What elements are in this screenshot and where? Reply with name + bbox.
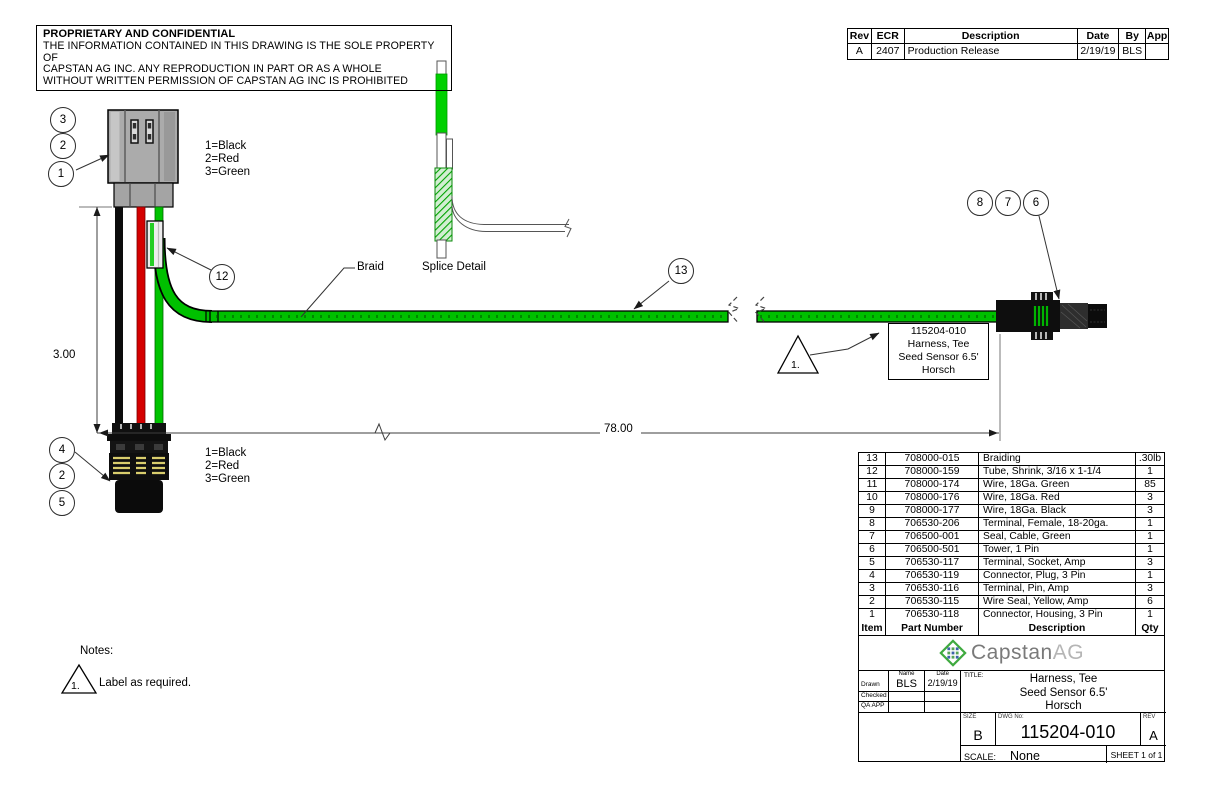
- drawn-label: Drawn: [859, 671, 889, 691]
- bom-cell: 1: [1147, 518, 1153, 529]
- bom-cell: 7: [859, 531, 886, 543]
- bom-cell: 706530-118: [886, 609, 979, 622]
- bom-row: [859, 492, 1164, 505]
- dimension-3in-text: 3.00: [53, 349, 76, 361]
- balloon-13: 13: [668, 258, 694, 284]
- dimension-78in-text: 78.00: [604, 423, 633, 435]
- part-number: 115204-010: [910, 325, 967, 337]
- balloon-1: 1: [48, 161, 74, 187]
- proprietary-notice: [36, 25, 452, 91]
- legend-line: 2=Red: [205, 460, 240, 472]
- checked-label: Checked: [859, 692, 889, 701]
- bom-cell: Wire Seal, Yellow, Amp: [979, 596, 1136, 608]
- revision-header-row: [848, 29, 1168, 44]
- bom-header: Item: [859, 622, 886, 636]
- wire-black: [115, 207, 123, 424]
- name-label: Name: [898, 671, 915, 677]
- bom-cell: 706530-115: [886, 596, 979, 608]
- title-label: TITLE:: [964, 672, 984, 679]
- shrink-tube: [147, 221, 163, 268]
- wire-break-symbol: [565, 219, 571, 237]
- rev-header: Date: [1078, 29, 1120, 43]
- bom-cell: Terminal, Pin, Amp: [979, 583, 1136, 595]
- revision-data-row: [848, 44, 1168, 59]
- date-label: Date: [936, 671, 949, 677]
- rev-header: By: [1119, 29, 1146, 43]
- balloon-4: 4: [49, 437, 75, 463]
- bom-cell: 1: [1147, 544, 1153, 555]
- bom-rows: [859, 453, 1164, 622]
- notes-heading: Notes:: [80, 645, 114, 657]
- drawing-title-line: Horsch: [1045, 700, 1082, 712]
- bom-cell: 1: [1147, 466, 1153, 477]
- rev-label: REV: [1143, 714, 1156, 720]
- brand-primary: Capstan: [970, 641, 1053, 664]
- rev-cell: Production Release: [905, 44, 1078, 59]
- bom-cell: Tube, Shrink, 3/16 x 1-1/4: [979, 466, 1136, 478]
- bom-row: [859, 453, 1164, 466]
- balloon-2: 2: [50, 133, 76, 159]
- legend-line: 3=Green: [205, 166, 251, 178]
- bom-cell: 706530-117: [886, 557, 979, 569]
- connector-housing-3pin: [108, 110, 178, 207]
- flag-number: 1.: [71, 680, 80, 692]
- proprietary-title: PROPRIETARY AND CONFIDENTIAL: [43, 28, 236, 40]
- bom-cell: 2: [859, 596, 886, 608]
- rev-cell: [1146, 44, 1168, 59]
- bom-cell: 708000-177: [886, 505, 979, 517]
- bom-cell: 5: [859, 557, 886, 569]
- part-variant: Horsch: [921, 364, 956, 376]
- bom-cell: Wire, 18Ga. Red: [979, 492, 1136, 504]
- part-desc: Seed Sensor 6.5': [898, 351, 979, 363]
- title-block: [858, 635, 1165, 762]
- bom-cell: 1: [1147, 531, 1153, 542]
- scale-sheet-row: [961, 746, 1166, 763]
- balloon-6: 6: [1023, 190, 1049, 216]
- approval-table: [859, 671, 961, 761]
- bom-cell: 1: [859, 609, 886, 622]
- capstan-diamond-icon: [939, 639, 967, 667]
- qa-label: QA APP: [859, 702, 889, 712]
- bom-cell: 708000-015: [886, 453, 979, 465]
- brand-wordmark: [971, 641, 1084, 665]
- rev-header: ECR: [872, 29, 905, 43]
- rev-cell: 2407: [872, 44, 905, 59]
- size-dwg-rev-row: [961, 713, 1166, 746]
- bom-cell: 6: [1147, 596, 1153, 607]
- capstan-logo: [859, 636, 1164, 671]
- wire-legend-top: [205, 140, 250, 179]
- rev-cell: BLS: [1119, 44, 1146, 59]
- bom-cell: .30lb: [1138, 453, 1162, 464]
- legend-line: 1=Black: [205, 140, 247, 152]
- bom-cell: Wire, 18Ga. Green: [979, 479, 1136, 491]
- balloon-8: 8: [967, 190, 993, 216]
- bom-header: Qty: [1141, 623, 1159, 634]
- drawn-row: [859, 671, 960, 692]
- bom-cell: Connector, Housing, 3 Pin: [979, 609, 1136, 622]
- brand-secondary: AG: [1052, 641, 1085, 664]
- title-box: [961, 671, 1166, 713]
- bom-cell: 706530-119: [886, 570, 979, 582]
- rev-cell: A: [848, 44, 872, 59]
- bom-row: [859, 505, 1164, 518]
- checked-row: [859, 692, 960, 702]
- rev-header: Description: [905, 29, 1078, 43]
- bom-row: [859, 466, 1164, 479]
- bom-cell: Wire, 18Ga. Black: [979, 505, 1136, 517]
- bom-row: [859, 596, 1164, 609]
- bom-row: [859, 583, 1164, 596]
- bom-header-row: [859, 622, 1164, 636]
- connector-plug-3pin: [107, 423, 171, 513]
- bom-cell: 3: [859, 583, 886, 595]
- bom-row: [859, 544, 1164, 557]
- bom-cell: 708000-174: [886, 479, 979, 491]
- qa-row: [859, 702, 960, 713]
- bom-cell: 9: [859, 505, 886, 517]
- bom-row: [859, 518, 1164, 531]
- part-name: Harness, Tee: [907, 338, 970, 350]
- proprietary-line: WITHOUT WRITTEN PERMISSION OF CAPSTAN AG INC IS PROHIBITED: [43, 75, 409, 88]
- bom-row: [859, 570, 1164, 583]
- wire-legend-bottom: [205, 447, 250, 486]
- bom-cell: 706500-001: [886, 531, 979, 543]
- bom-cell: Tower, 1 Pin: [979, 544, 1136, 556]
- legend-line: 3=Green: [205, 473, 251, 485]
- drawing-title-line: Seed Sensor 6.5': [1019, 686, 1108, 699]
- bom-cell: 11: [859, 479, 886, 491]
- bom-cell: 3: [1147, 583, 1153, 594]
- braid-cable: [159, 238, 1000, 322]
- balloon-7: 7: [995, 190, 1021, 216]
- note-1-text: Label as required.: [99, 677, 192, 689]
- dimension-78in: [97, 334, 1000, 441]
- bom-cell: Seal, Cable, Green: [979, 531, 1136, 543]
- size-value: B: [973, 727, 983, 743]
- balloon-5: 5: [49, 490, 75, 516]
- bom-cell: 12: [859, 466, 886, 478]
- wire-red: [137, 207, 145, 424]
- bom-cell: 706530-206: [886, 518, 979, 530]
- bom-cell: 6: [859, 544, 886, 556]
- balloon-2b: 2: [49, 463, 75, 489]
- part-label-box: [888, 323, 989, 380]
- size-label: SIZE: [963, 714, 977, 720]
- bom-cell: 3: [1147, 557, 1153, 568]
- bom-cell: 13: [859, 453, 886, 465]
- bom-cell: 4: [859, 570, 886, 582]
- dimension-3in: [79, 207, 112, 433]
- bom-cell: Connector, Plug, 3 Pin: [979, 570, 1136, 582]
- splice-detail-drawing: [435, 61, 571, 258]
- dwg-no-value: 115204-010: [1020, 722, 1116, 742]
- rev-value: A: [1149, 728, 1158, 743]
- wire-seals-yellow: [109, 453, 169, 480]
- bom-cell: 3: [1147, 492, 1153, 503]
- balloon-3: 3: [50, 107, 76, 133]
- bom-row: [859, 531, 1164, 544]
- bom-cell: Terminal, Socket, Amp: [979, 557, 1136, 569]
- sheet-value: SHEET 1 of 1: [1110, 750, 1163, 760]
- legend-line: 2=Red: [205, 153, 240, 165]
- drawing-title-line: Harness, Tee: [1029, 673, 1098, 685]
- cable-break-symbol: [729, 297, 739, 322]
- bom-cell: 706500-501: [886, 544, 979, 556]
- bom-row: [859, 609, 1164, 622]
- bom-table: [858, 452, 1165, 637]
- flag-number: 1.: [791, 359, 800, 371]
- rev-cell: 2/19/19: [1078, 44, 1120, 59]
- revision-table: [847, 28, 1169, 60]
- bom-cell: 8: [859, 518, 886, 530]
- legend-line: 1=Black: [205, 447, 247, 459]
- rev-header: Rev: [848, 29, 872, 43]
- braid-label: Braid: [357, 261, 384, 273]
- dwg-no-label: DWG No:: [998, 714, 1024, 720]
- drawn-date: 2/19/19: [927, 678, 958, 688]
- dim-break-symbol: [368, 424, 390, 440]
- bom-cell: Braiding: [979, 453, 1136, 465]
- bom-header: Description: [979, 622, 1136, 636]
- proprietary-line: CAPSTAN AG INC. ANY REPRODUCTION IN PART OR AS A WHOLE: [43, 63, 382, 76]
- proprietary-line: THE INFORMATION CONTAINED IN THIS DRAWING IS THE SOLE PROPERTY OF: [43, 39, 435, 64]
- bom-row: [859, 479, 1164, 492]
- bom-header: Part Number: [886, 622, 979, 636]
- bom-row: [859, 557, 1164, 570]
- scale-label: SCALE:: [964, 752, 997, 762]
- bom-cell: 1: [1147, 570, 1153, 581]
- bom-cell: 3: [1147, 505, 1153, 516]
- bom-cell: Terminal, Female, 18-20ga.: [979, 518, 1136, 530]
- flag-triangle-note: [62, 665, 96, 693]
- splice-detail-label: Splice Detail: [422, 261, 486, 273]
- bom-cell: 708000-159: [886, 466, 979, 478]
- scale-value: None: [1010, 749, 1040, 763]
- bom-cell: 1: [1147, 609, 1153, 620]
- tower-connector: [996, 292, 1107, 340]
- bom-cell: 708000-176: [886, 492, 979, 504]
- drawn-name: BLS: [896, 678, 917, 690]
- bom-cell: 706530-116: [886, 583, 979, 595]
- bom-cell: 85: [1144, 479, 1156, 490]
- rev-header: App: [1146, 30, 1168, 42]
- bom-cell: 10: [859, 492, 886, 504]
- balloon-12: 12: [209, 264, 235, 290]
